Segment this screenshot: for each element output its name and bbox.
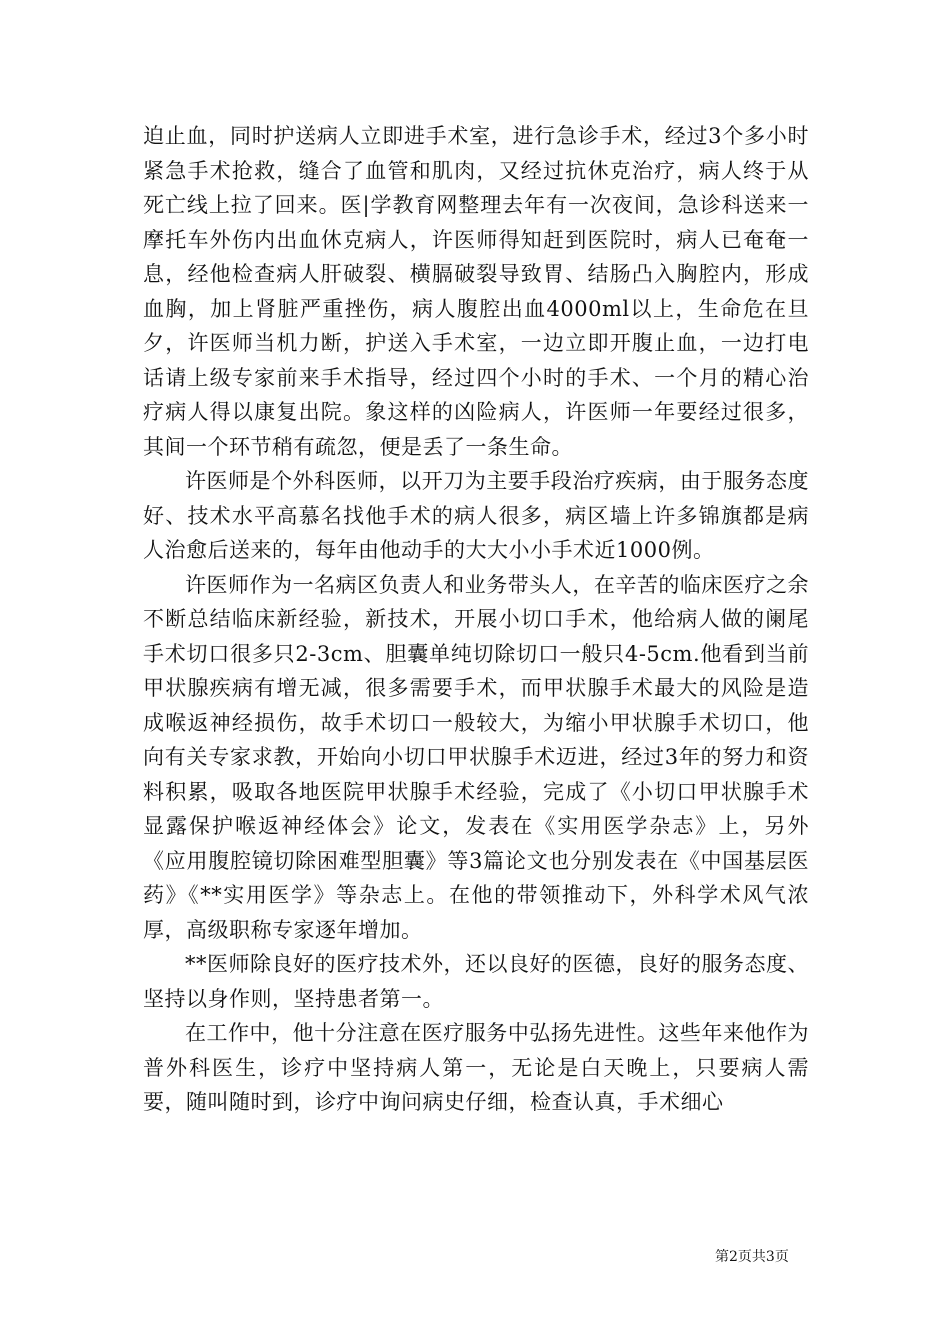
page-number-footer: 第2页共3页 (715, 1249, 789, 1265)
paragraph-5: 在工作中，他十分注意在医疗服务中弘扬先进性。这些年来他作为普外科医生，诊疗中坚持病人第一，无论是白天晚上，只要病人需要，随叫随时到，诊疗中询问病史仔细，检查认真，手术细心 (143, 1021, 809, 1114)
paragraph-4: **医师除良好的医疗技术外，还以良好的医德，良好的服务态度、坚持以身作则，坚持患者第一。 (143, 952, 809, 1011)
paragraph-2: 许医师是个外科医师，以开刀为主要手段治疗疾病，由于服务态度好、技术水平高慕名找他手术的病人很多，病区墙上许多锦旗都是病人治愈后送来的，每年由他动手的大大小小手术近1000例。 (143, 469, 809, 562)
paragraph-1: 迫止血，同时护送病人立即进手术室，进行急诊手术，经过3个多小时紧急手术抢救，缝合了血管和肌肉，又经过抗休克治疗，病人终于从死亡线上拉了回来。医|学教育网整理去年有一次夜间，急诊科送来一摩托车外伤内出血休克病人，许医师得知赶到医院时，病人已奄奄一息，经他检查病人肝破裂、横膈破裂导致胃、结肠凸入胸腔内，形成血胸，加上肾脏严重挫伤，病人腹腔出血4000ml以上，生命危在旦夕，许医师当机力断，护送入手术室，一边立即开腹止血，一边打电话请上级专家前来手术指导，经过四个小时的手术、一个月的精心治疗病人得以康复出院。象这样的凶险病人，许医师一年要经过很多，其间一个环节稍有疏忽，便是丢了一条生命。 (143, 124, 809, 459)
document-body (143, 119, 809, 1120)
paragraph-3: 许医师作为一名病区负责人和业务带头人，在辛苦的临床医疗之余不断总结临床新经验，新技术，开展小切口手术，他给病人做的阑尾手术切口很多只2-3cm、胆囊单纯切除切口一般只4-5cm.他看到当前甲状腺疾病有增无减，很多需要手术，而甲状腺手术最大的风险是造成喉返神经损伤，故手术切口一般较大，为缩小甲状腺手术切口，他向有关专家求教，开始向小切口甲状腺手术迈进，经过3年的努力和资料积累，吸取各地医院甲状腺手术经验，完成了《小切口甲状腺手术显露保护喉返神经体会》论文，发表在《实用医学杂志》上，另外《应用腹腔镜切除困难型胆囊》等3篇论文也分别发表在《中国基层医药》《**实用医学》等杂志上。在他的带领推动下，外科学术风气浓厚，高级职称专家逐年增加。 (143, 572, 809, 942)
